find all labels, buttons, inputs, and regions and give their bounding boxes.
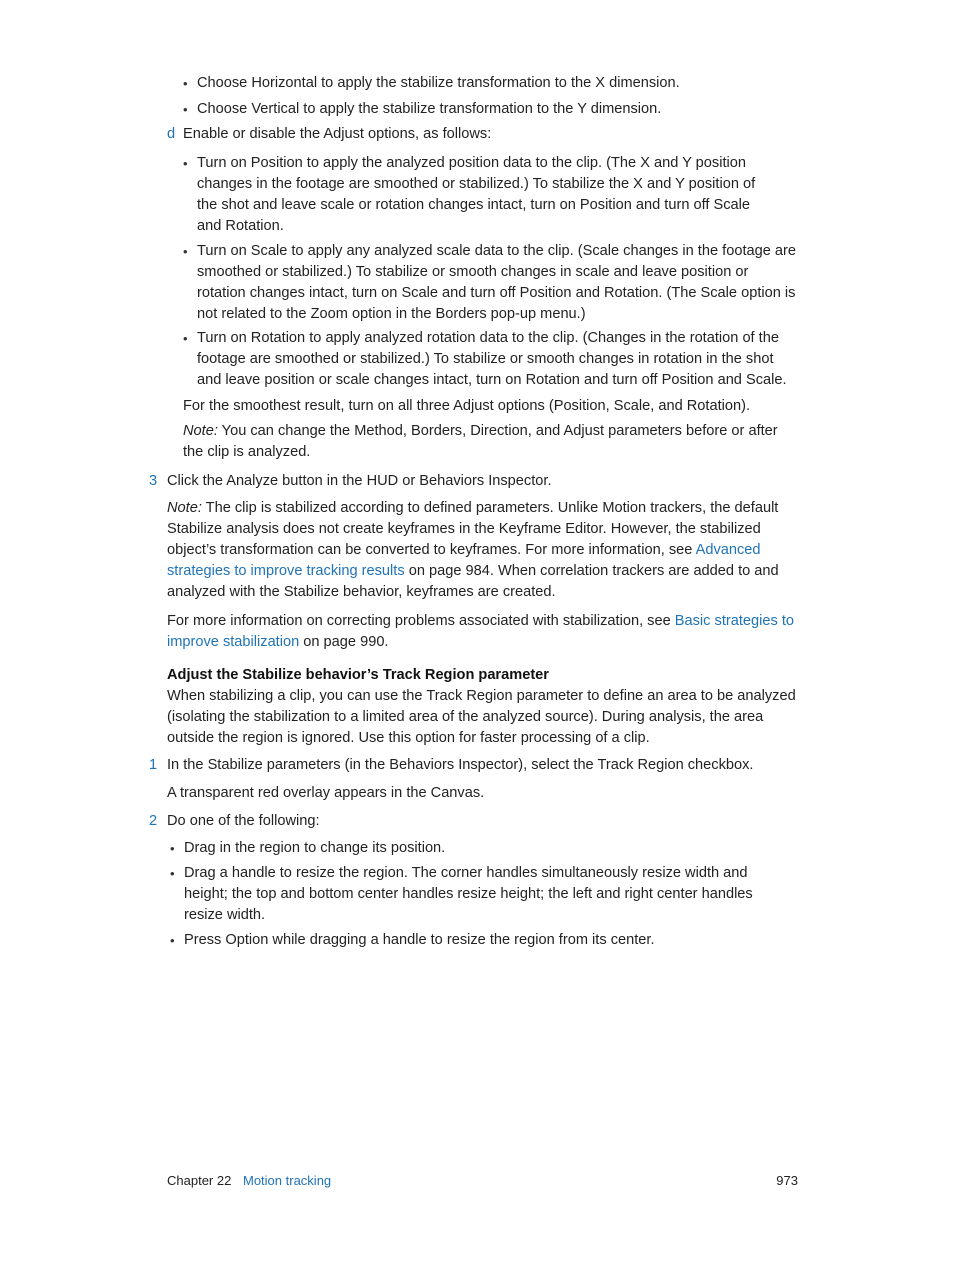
step3-text: Click the Analyze button in the HUD or Behaviors Inspector. bbox=[167, 473, 552, 489]
bullet-horizontal bbox=[183, 73, 803, 94]
step1-text: In the Stabilize parameters (in the Behaviors Inspector), select the Track Region checkbox. bbox=[167, 757, 754, 773]
step-number-1: 1 bbox=[149, 757, 158, 773]
substep-marker-d: d bbox=[167, 126, 176, 142]
bullet-drag-region bbox=[170, 838, 800, 859]
link-advanced-strategies[interactable]: Advanced strategies to improve tracking results bbox=[167, 542, 761, 579]
bullet-text: Drag a handle to resize the region. The corner handles simultaneously resize width and height; the top and bottom center handles resize height; the left and right center handles resize width. bbox=[184, 865, 753, 923]
bullet-dot: • bbox=[183, 102, 188, 117]
bullet-dot: • bbox=[183, 331, 188, 346]
footer-chapter: Chapter 22 bbox=[167, 1173, 232, 1188]
more-info-text: For more information on correcting problems associated with stabilization, see bbox=[167, 613, 675, 629]
bullet-text: Turn on Rotation to apply analyzed rotation data to the clip. (Changes in the rotation of the footage are smoothed or stabilized.) To stabilize or smooth changes in rotation in the shot and leave position or scale changes intact, turn on Rotation and turn off Position and Scale. bbox=[197, 330, 787, 388]
note-text-end: on page 984. When correlation trackers are added to and analyzed with the Stabilize behavior, keyframes are created. bbox=[167, 563, 779, 600]
note-adjust bbox=[183, 421, 788, 463]
note-text: The clip is stabilized according to defined parameters. Unlike Motion trackers, the default Stabilize analysis does not create keyframes in the Keyframe Editor. However, the stabilized object’s transformation can be converted to keyframes. For more information, see bbox=[167, 500, 779, 558]
bullet-text: Press Option while dragging a handle to resize the region from its center. bbox=[184, 932, 655, 948]
substep-d-text: Enable or disable the Adjust options, as follows: bbox=[183, 126, 492, 142]
bullet-rotation bbox=[183, 328, 798, 391]
bullet-dot: • bbox=[183, 244, 188, 259]
section-heading: Adjust the Stabilize behavior’s Track Region parameter bbox=[167, 667, 549, 683]
note-stabilize bbox=[167, 498, 789, 603]
note-label: Note: bbox=[183, 423, 218, 439]
bullet-text: Drag in the region to change its position. bbox=[184, 840, 446, 856]
bullet-text: Choose Horizontal to apply the stabilize transformation to the X dimension. bbox=[197, 75, 680, 91]
more-info-page: on page 990. bbox=[299, 634, 389, 650]
bullet-drag-handle bbox=[170, 863, 800, 926]
step-number-2: 2 bbox=[149, 813, 158, 829]
note-label: Note: bbox=[167, 500, 202, 516]
link-basic-strategies[interactable]: Basic strategies to improve stabilization bbox=[167, 613, 795, 650]
bullet-press-option bbox=[170, 930, 800, 951]
footer-chapter-link[interactable]: Motion tracking bbox=[243, 1173, 332, 1188]
note-text: You can change the Method, Borders, Direction, and Adjust parameters before or after the clip is analyzed. bbox=[183, 423, 778, 460]
step1-result: A transparent red overlay appears in the Canvas. bbox=[167, 785, 485, 801]
footer-page-number: 973 bbox=[776, 1173, 798, 1188]
bullet-dot: • bbox=[183, 156, 188, 171]
bullet-scale bbox=[183, 241, 798, 325]
bullet-dot: • bbox=[183, 76, 188, 91]
step2-text: Do one of the following: bbox=[167, 813, 320, 829]
bullet-dot: • bbox=[170, 933, 175, 948]
bullet-text: Turn on Scale to apply any analyzed scale data to the clip. (Scale changes in the footage are smoothed or stabilized.) To stabilize or smooth changes in scale and leave position or rotation changes intact, turn on Scale and turn off Position and Rotation. (The Scale option is not related to the Zoom option in the Borders pop-up menu.) bbox=[197, 243, 796, 322]
bullet-vertical bbox=[183, 99, 803, 120]
step-number-3: 3 bbox=[149, 473, 158, 489]
section-intro: When stabilizing a clip, you can use the Track Region parameter to define an area to be analyzed (isolating the stabilization to a limited area of the analyzed source). During analysis, the area outside the region is ignored. Use this option for faster processing of a clip. bbox=[167, 688, 796, 746]
bullet-text: Choose Vertical to apply the stabilize transformation to the Y dimension. bbox=[197, 101, 662, 117]
bullet-dot: • bbox=[170, 866, 175, 881]
bullet-text: Turn on Position to apply the analyzed position data to the clip. (The X and Y position changes in the footage are smoothed or stabilized.) To stabilize the X and Y position of the shot and leave scale or rotation changes intact, turn on Position and turn off Scale and Rotation. bbox=[197, 155, 756, 234]
smoothest-result-text: For the smoothest result, turn on all three Adjust options (Position, Scale, and Rotation). bbox=[183, 398, 751, 414]
bullet-dot: • bbox=[170, 841, 175, 856]
more-info-stabilization bbox=[167, 611, 801, 653]
bullet-position bbox=[183, 153, 798, 237]
